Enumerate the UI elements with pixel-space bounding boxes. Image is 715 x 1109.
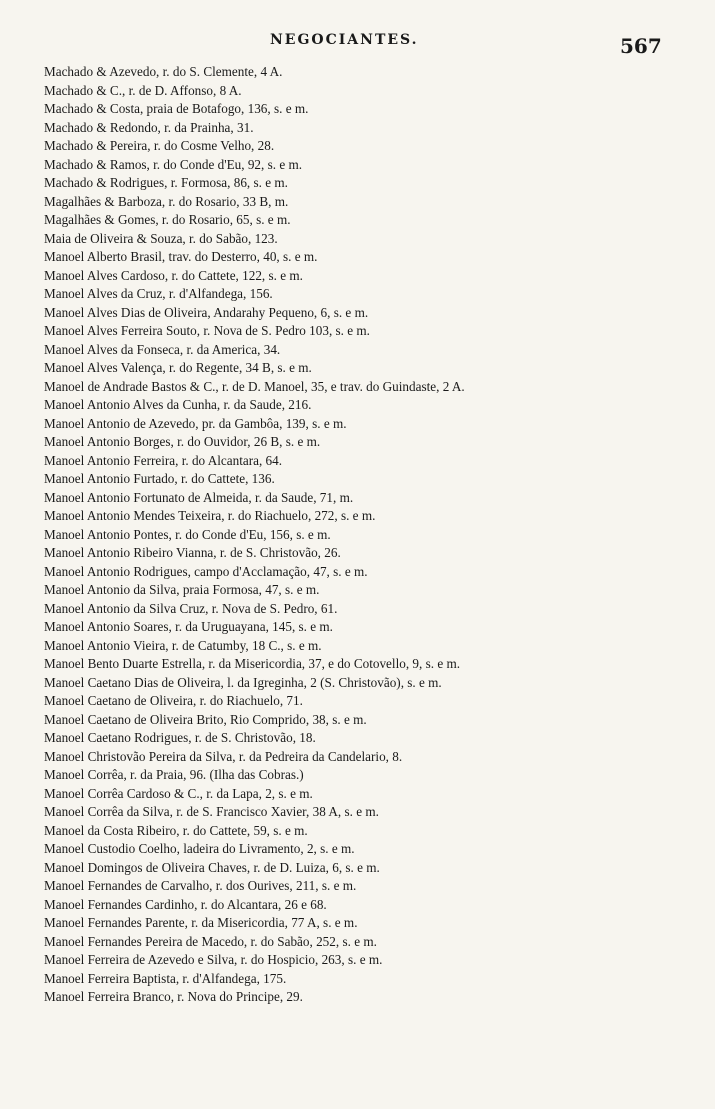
directory-entry: Manoel Alves Ferreira Souto, r. Nova de S. Pedro 103, s. e m. <box>44 323 370 338</box>
directory-entry: Manoel Ferreira Baptista, r. d'Alfandega, 175. <box>44 970 287 986</box>
directory-entry: Manoel Corrêa Cardoso & C., r. da Lapa, 2, s. e m. <box>44 785 313 801</box>
entry-list <box>44 63 709 1007</box>
directory-entry: Manoel Caetano de Oliveira, r. do Riachuelo, 71. <box>44 693 303 708</box>
directory-entry: Manoel Ferreira Branco, r. Nova do Principe, 29. <box>44 989 303 1004</box>
directory-entry: Manoel Caetano Rodrigues, r. de S. Christovão, 18. <box>44 730 316 745</box>
directory-entry: Manoel da Costa Ribeiro, r. do Cattete, 59, s. e m. <box>44 822 308 838</box>
directory-entry: Machado & Pereira, r. do Cosme Velho, 28. <box>44 138 275 153</box>
directory-entry: Manoel Alves Dias de Oliveira, Andarahy Pequeno, 6, s. e m. <box>44 304 369 320</box>
page-title: NEGOCIANTES. <box>270 32 419 48</box>
directory-entry: Manoel Bento Duarte Estrella, r. da Misericordia, 37, e do Cotovello, 9, s. e m. <box>44 656 461 671</box>
directory-entry: Magalhães & Barboza, r. do Rosario, 33 B, m. <box>44 193 289 209</box>
directory-entry: Manoel Alves Valença, r. do Regente, 34 B, s. e m. <box>44 360 312 375</box>
directory-entry: Machado & Costa, praia de Botafogo, 136, s. e m. <box>44 101 309 116</box>
page-number: 567 <box>620 34 662 58</box>
directory-entry: Manoel Antonio Ferreira, r. do Alcantara, 64. <box>44 452 283 468</box>
directory-entry: Manoel Antonio Mendes Teixeira, r. do Riachuelo, 272, s. e m. <box>44 508 376 523</box>
directory-entry: Manoel Antonio da Silva, praia Formosa, 47, s. e m. <box>44 582 320 597</box>
directory-entry: Manoel Antonio Furtado, r. do Cattete, 136. <box>44 471 275 486</box>
directory-entry: Manoel Domingos de Oliveira Chaves, r. de D. Luiza, 6, s. e m. <box>44 859 380 875</box>
directory-entry: Manoel Antonio Alves da Cunha, r. da Saude, 216. <box>44 397 312 412</box>
directory-entry: Manoel Fernandes Pereira de Macedo, r. do Sabão, 252, s. e m. <box>44 933 377 949</box>
directory-entry: Manoel Antonio Rodrigues, campo d'Acclamação, 47, s. e m. <box>44 563 368 579</box>
directory-entry: Manoel Corrêa, r. da Praia, 96. (Ilha das Cobras.) <box>44 767 304 782</box>
directory-entry: Manoel Alves da Fonseca, r. da America, 34. <box>44 341 281 357</box>
directory-entry: Machado & Ramos, r. do Conde d'Eu, 92, s. e m. <box>44 156 303 172</box>
directory-entry: Manoel Antonio de Azevedo, pr. da Gambôa, 139, s. e m. <box>44 415 347 431</box>
directory-entry: Manoel Fernandes de Carvalho, r. dos Ourives, 211, s. e m. <box>44 878 357 893</box>
directory-entry: Manoel Ferreira de Azevedo e Silva, r. do Hospicio, 263, s. e m. <box>44 952 383 967</box>
directory-entry: Manoel Custodio Coelho, ladeira do Livramento, 2, s. e m. <box>44 841 355 856</box>
directory-entry: Manoel Caetano Dias de Oliveira, l. da Igreginha, 2 (S. Christovão), s. e m. <box>44 674 442 690</box>
directory-entry: Manoel Antonio Soares, r. da Uruguayana, 145, s. e m. <box>44 619 333 634</box>
directory-entry: Manoel Alves da Cruz, r. d'Alfandega, 156. <box>44 286 273 301</box>
directory-entry: Manoel Christovão Pereira da Silva, r. da Pedreira da Candelario, 8. <box>44 748 403 764</box>
directory-entry: Magalhães & Gomes, r. do Rosario, 65, s. e m. <box>44 212 291 227</box>
directory-entry: Machado & Redondo, r. da Prainha, 31. <box>44 119 254 135</box>
directory-entry: Manoel de Andrade Bastos & C., r. de D. Manoel, 35, e trav. do Guindaste, 2 A. <box>44 378 465 394</box>
directory-entry: Manoel Alberto Brasil, trav. do Desterro, 40, s. e m. <box>44 249 318 264</box>
directory-entry: Machado & Azevedo, r. do S. Clemente, 4 A. <box>44 64 283 79</box>
directory-entry: Manoel Antonio Vieira, r. de Catumby, 18 C., s. e m. <box>44 637 322 653</box>
directory-entry: Manoel Fernandes Parente, r. da Misericordia, 77 A, s. e m. <box>44 915 358 930</box>
directory-entry: Machado & Rodrigues, r. Formosa, 86, s. e m. <box>44 175 288 190</box>
directory-entry: Machado & C., r. de D. Affonso, 8 A. <box>44 82 242 98</box>
directory-entry: Manoel Antonio Fortunato de Almeida, r. da Saude, 71, m. <box>44 489 354 505</box>
directory-entry: Manoel Antonio Ribeiro Vianna, r. de S. Christovão, 26. <box>44 545 341 560</box>
directory-entry: Manoel Antonio Pontes, r. do Conde d'Eu, 156, s. e m. <box>44 526 331 542</box>
directory-entry: Manoel Corrêa da Silva, r. de S. Francisco Xavier, 38 A, s. e m. <box>44 804 379 819</box>
directory-entry: Maia de Oliveira & Souza, r. do Sabão, 123. <box>44 230 278 246</box>
directory-entry: Manoel Antonio Borges, r. do Ouvidor, 26 B, s. e m. <box>44 434 321 449</box>
directory-entry: Manoel Fernandes Cardinho, r. do Alcantara, 26 e 68. <box>44 896 327 912</box>
directory-entry: Manoel Alves Cardoso, r. do Cattete, 122, s. e m. <box>44 267 303 283</box>
directory-entry: Manoel Antonio da Silva Cruz, r. Nova de S. Pedro, 61. <box>44 600 338 616</box>
directory-entry: Manoel Caetano de Oliveira Brito, Rio Comprido, 38, s. e m. <box>44 711 367 727</box>
